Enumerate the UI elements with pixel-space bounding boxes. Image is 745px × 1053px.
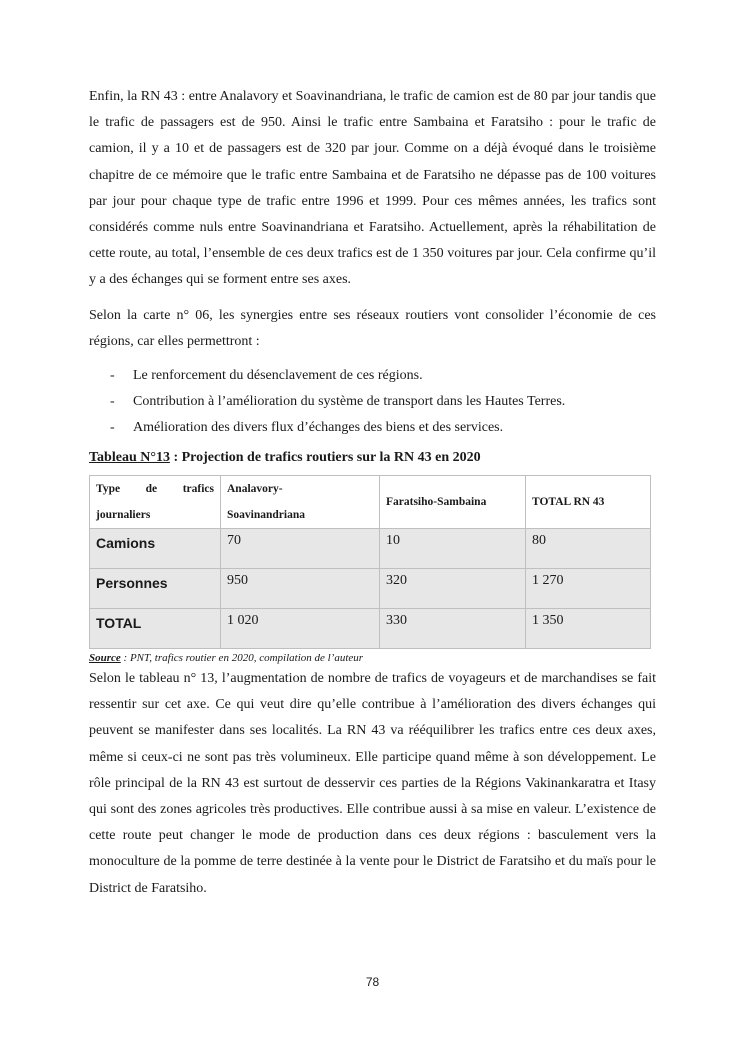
bullet-list	[89, 363, 656, 441]
table-caption-text: : Projection de trafics routiers sur la RN 43 en 2020	[169, 450, 481, 466]
cell-value: 1 350	[526, 609, 651, 649]
cell-value: 950	[221, 569, 380, 609]
document-page	[89, 84, 656, 902]
row-label: Personnes	[90, 569, 221, 609]
table-header-row	[90, 476, 651, 529]
table-row-camions	[90, 529, 651, 569]
cell-value: 330	[380, 609, 526, 649]
header-word: journaliers	[96, 509, 151, 522]
table-row-personnes	[90, 569, 651, 609]
header-traffic-type	[90, 476, 221, 529]
row-label: Camions	[90, 529, 221, 569]
paragraph-synergies: Selon la carte n° 06, les synergies entre ses réseaux routiers vont consolider l’économie de ces régions, car elles permettront :	[89, 307, 656, 349]
bullet-item	[89, 415, 656, 441]
cell-value: 320	[380, 569, 526, 609]
cell-value: 1 270	[526, 569, 651, 609]
table-row-total	[90, 609, 651, 649]
cell-value: 1 020	[221, 609, 380, 649]
header-word: Type	[96, 483, 121, 496]
source-label: Source	[89, 652, 121, 665]
traffic-projection-table	[89, 475, 651, 649]
cell-value: 10	[380, 529, 526, 569]
table-caption	[89, 447, 656, 469]
bullet-item	[89, 363, 656, 389]
cell-value: 80	[526, 529, 651, 569]
cell-value: 70	[221, 529, 380, 569]
page-number: 78	[365, 975, 380, 989]
bullet-item	[89, 389, 656, 415]
bullet-dash: -	[110, 368, 115, 384]
table-caption-label: Tableau N°13	[89, 450, 170, 466]
header-word: trafics	[182, 483, 214, 496]
header-line: Analavory-	[227, 483, 283, 496]
header-word: de	[145, 483, 158, 496]
bullet-text: Amélioration des divers flux d’échanges des biens et des services.	[133, 420, 504, 436]
source-text: : PNT, trafics routier en 2020, compilation de l’auteur	[120, 652, 364, 665]
header-line: Soavinandriana	[227, 509, 305, 522]
bullet-text: Contribution à l’amélioration du système de transport dans les Hautes Terres.	[133, 394, 566, 410]
row-label: TOTAL	[90, 609, 221, 649]
header-total-rn43: TOTAL RN 43	[526, 476, 651, 529]
bullet-text: Le renforcement du désenclavement de ces régions.	[133, 368, 423, 384]
bullet-dash: -	[110, 420, 115, 436]
paragraph-table-analysis: Selon le tableau n° 13, l’augmentation de nombre de trafics de voyageurs et de marchandises se fait ressentir sur cet axe. Ce qui veut dire qu’elle contribue à l’amélioration des divers échanges qui peuvent se manifester dans ses localités. La RN 43 va rééquilibrer les trafics entre ces deux axes, même si ceux-ci ne sont pas très volumineux. Elle participe quand même à son développement. Le rôle principal de la RN 43 est surtout de desservir ces parties de la Régions Vakinankaratra et Itasy qui sont des zones agricoles très productives. Elle contribue aussi à sa mise en valeur. L’existence de cette route peut changer le mode de production dans ces deux régions : basculement vers la monoculture de la pomme de terre destinée à la vente pour le District de Faratsiho et du maïs pour le District de Faratsiho.	[89, 671, 656, 896]
header-analavory-soavinandriana	[221, 476, 380, 529]
table-source	[89, 650, 656, 666]
header-faratsiho-sambaina: Faratsiho-Sambaina	[380, 476, 526, 529]
paragraph-rn43-traffic: Enfin, la RN 43 : entre Analavory et Soavinandriana, le trafic de camion est de 80 par jour tandis que le trafic de passagers est de 950. Ainsi le trafic entre Sambaina et Faratsiho : pour le trafic de camion, il y a 10 et de passagers est de 320 par jour. Comme on a déjà évoqué dans le troisième chapitre de ce mémoire que le trafic entre Sambaina et de Faratsiho ne dépasse pas de 100 voitures par jour pour chaque type de trafic entre 1996 et 1999. Pour ces mêmes années, les trafics sont considérés comme nuls entre Soavinandriana et Faratsiho. Actuellement, après la réhabilitation de cette route, au total, l’ensemble de ces deux trafics est de 1 350 voitures par jour. Cela confirme qu’il y a des échanges qui se forment entre ses axes.	[89, 89, 656, 288]
bullet-dash: -	[110, 394, 115, 410]
